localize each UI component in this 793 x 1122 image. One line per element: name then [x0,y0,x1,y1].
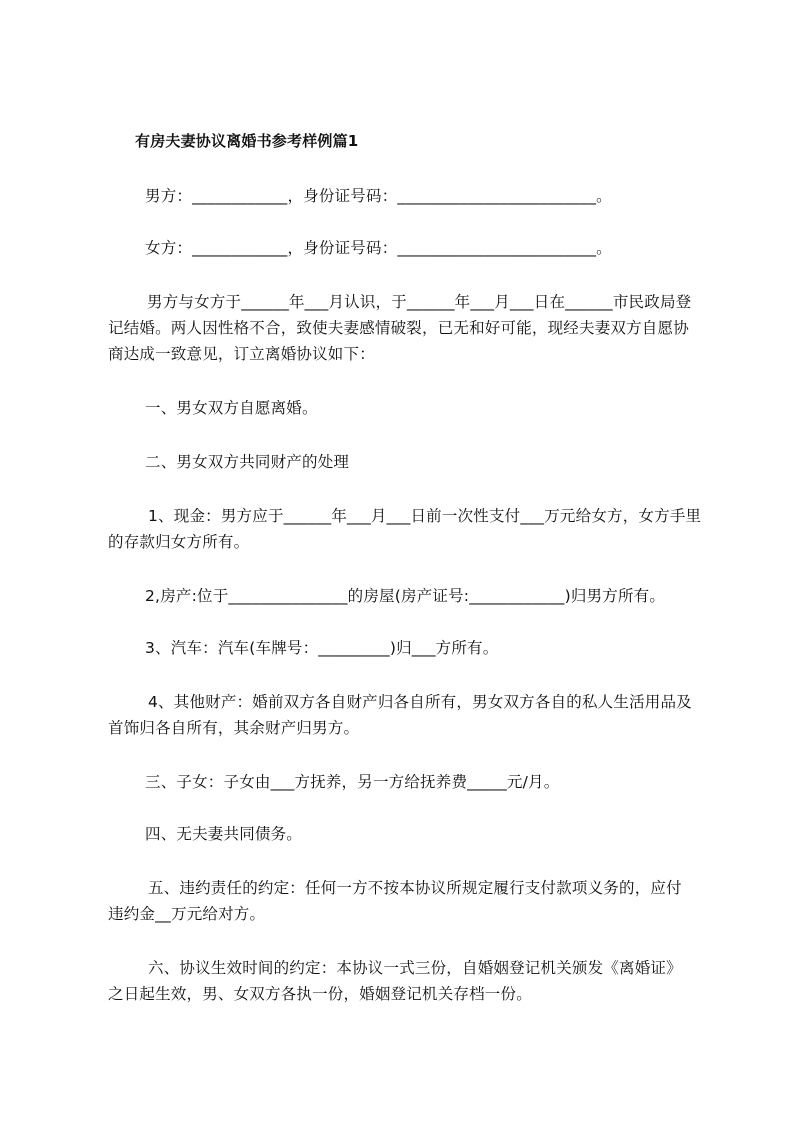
clause-5-line-1: 五、违约责任的约定：任何一方不按本协议所规定履行支付款项义务的，应付 [148,879,682,897]
clause-2-item-4-line-1: 4、其他财产：婚前双方各自财产归各自所有，男女双方各自的私人生活用品及 [148,693,692,711]
clause-2-item-3: 3、汽车：汽车(车牌号：_________)归___方所有。 [145,639,499,657]
intro-paragraph-line-1: 男方与女方于______年___月认识，于______年___月___日在______市民政局登 [147,293,692,311]
wife-info-line: 女方：____________，身份证号码：_________________________。 [145,239,612,257]
clause-6-line-2: 之日起生效，男、女双方各执一份，婚姻登记机关存档一份。 [108,985,532,1003]
clause-2-item-4-line-2: 首饰归各自所有，其余财产归男方。 [108,719,360,737]
clause-5-line-2: 违约金__万元给对方。 [108,905,266,923]
clause-2: 二、男女双方共同财产的处理 [145,453,350,471]
intro-paragraph-line-3: 商达成一致意见，订立离婚协议如下： [108,345,375,363]
clause-2-item-2: 2,房产:位于_______________的房屋(房产证号:____________)归男方所有。 [145,587,666,605]
clause-1: 一、男女双方自愿离婚。 [145,399,318,417]
husband-info-line: 男方：____________，身份证号码：_________________________。 [145,187,612,205]
clause-4: 四、无夫妻共同债务。 [145,825,303,843]
clause-6-line-1: 六、协议生效时间的约定：本协议一式三份，自婚姻登记机关颁发《离婚证》 [148,959,682,977]
clause-3: 三、子女：子女由___方抚养，另一方给抚养费_____元/月。 [145,773,560,791]
document-title: 有房夫妻协议离婚书参考样例篇1 [135,132,359,150]
clause-2-item-1-line-2: 的存款归女方所有。 [108,533,250,551]
clause-2-item-1-line-1: 1、现金：男方应于______年___月___日前一次性支付___万元给女方，女方手里 [148,507,702,525]
intro-paragraph-line-2: 记结婚。两人因性格不合，致使夫妻感情破裂，已无和好可能，现经夫妻双方自愿协 [108,319,689,337]
